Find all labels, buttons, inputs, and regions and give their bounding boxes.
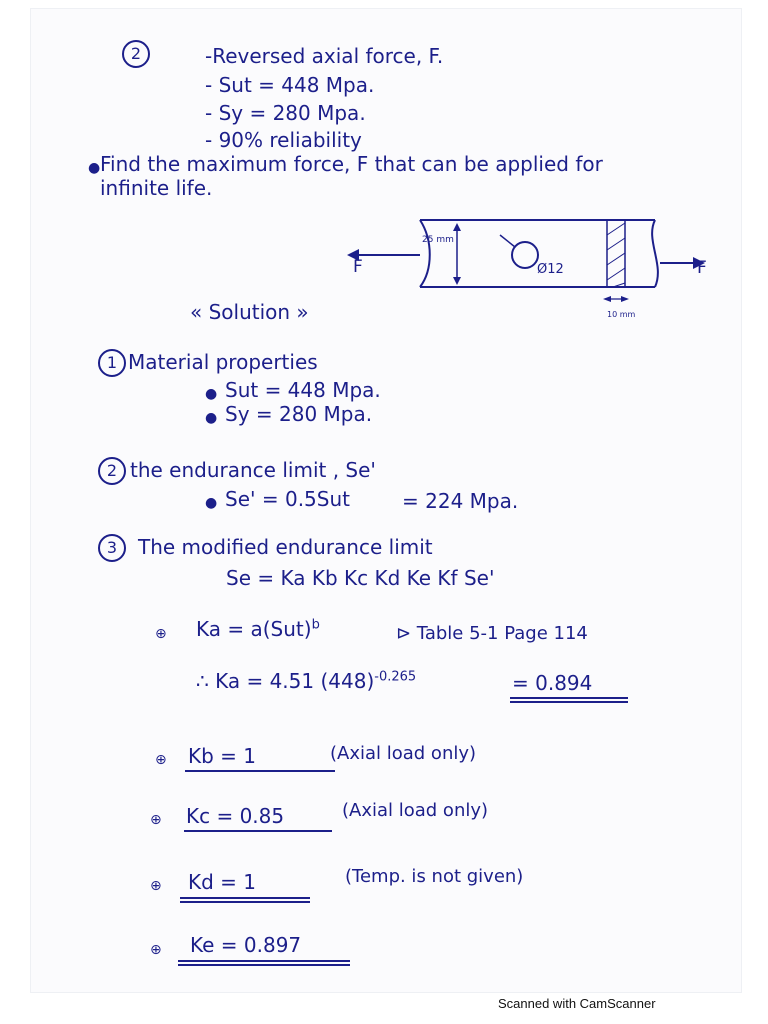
ke-underline (178, 960, 350, 962)
step1-bullet-2: ● (205, 410, 218, 426)
given-line-1: -Reversed axial force, F. (205, 44, 444, 68)
ke-bullet: ⊕ (150, 942, 162, 958)
kd-underline-2 (180, 901, 310, 903)
task-bullet: ● (88, 160, 101, 176)
kd-value: Kd = 1 (188, 870, 257, 894)
step1-bullet-1: ● (205, 386, 218, 402)
task-line-1: Find the maximum force, F that can be applied for (100, 152, 603, 176)
ka-formula: Ka = a(Sut)$^b$ (196, 617, 320, 641)
ka-result: = 0.894 (512, 671, 593, 695)
step1-number: 1 (98, 349, 126, 377)
ka-bullet: ⊕ (155, 626, 167, 642)
ka-result-underline-2 (510, 701, 628, 703)
plate-with-hole-figure (345, 215, 715, 325)
kb-value: Kb = 1 (188, 744, 257, 768)
kd-note: (Temp. is not given) (345, 866, 524, 887)
scanner-watermark: Scanned with CamScanner (498, 996, 656, 1011)
ka-table-reference: ⊳ Table 5-1 Page 114 (396, 623, 588, 644)
force-right-label: F (697, 258, 707, 278)
kb-bullet: ⊕ (155, 752, 167, 768)
force-left-label: F (353, 257, 363, 277)
step1-line-1: Sut = 448 Mpa. (225, 378, 381, 402)
kb-note: (Axial load only) (330, 743, 477, 764)
task-line-2: infinite life. (100, 176, 213, 200)
ka-result-underline (510, 697, 628, 699)
given-line-2: - Sut = 448 Mpa. (205, 73, 375, 97)
kc-underline (184, 830, 332, 832)
step2-title: the endurance limit , Se' (130, 458, 376, 482)
step1-line-2: Sy = 280 Mpa. (225, 402, 373, 426)
step3-title: The modified endurance limit (138, 535, 433, 559)
ke-value: Ke = 0.897 (190, 933, 302, 957)
solution-heading: « Solution » (190, 300, 309, 324)
kd-underline (180, 897, 310, 899)
kd-bullet: ⊕ (150, 878, 162, 894)
given-line-3: - Sy = 280 Mpa. (205, 101, 366, 125)
step2-number: 2 (98, 457, 126, 485)
ka-calculation: ∴ Ka = 4.51 $(448)^{-0.265}$ (196, 669, 417, 693)
step3-formula: Se = Ka Kb Kc Kd Ke Kf Se' (226, 566, 495, 590)
step2-formula: Se' = 0.5Sut (225, 487, 350, 511)
kb-underline (185, 770, 335, 772)
step1-title: Material properties (128, 350, 318, 374)
given-line-4: - 90% reliability (205, 128, 362, 152)
step2-result: = 224 Mpa. (402, 489, 519, 513)
ke-underline-2 (178, 964, 350, 966)
hole-label: Ø12 (537, 262, 564, 277)
problem-number: 2 (122, 40, 150, 68)
width-label: 25 mm (422, 235, 454, 245)
step2-bullet: ● (205, 495, 218, 511)
bottom-dim-label: 10 mm (607, 310, 636, 319)
kc-bullet: ⊕ (150, 812, 162, 828)
kc-value: Kc = 0.85 (186, 804, 285, 828)
kc-note: (Axial load only) (342, 800, 489, 821)
step3-number: 3 (98, 534, 126, 562)
